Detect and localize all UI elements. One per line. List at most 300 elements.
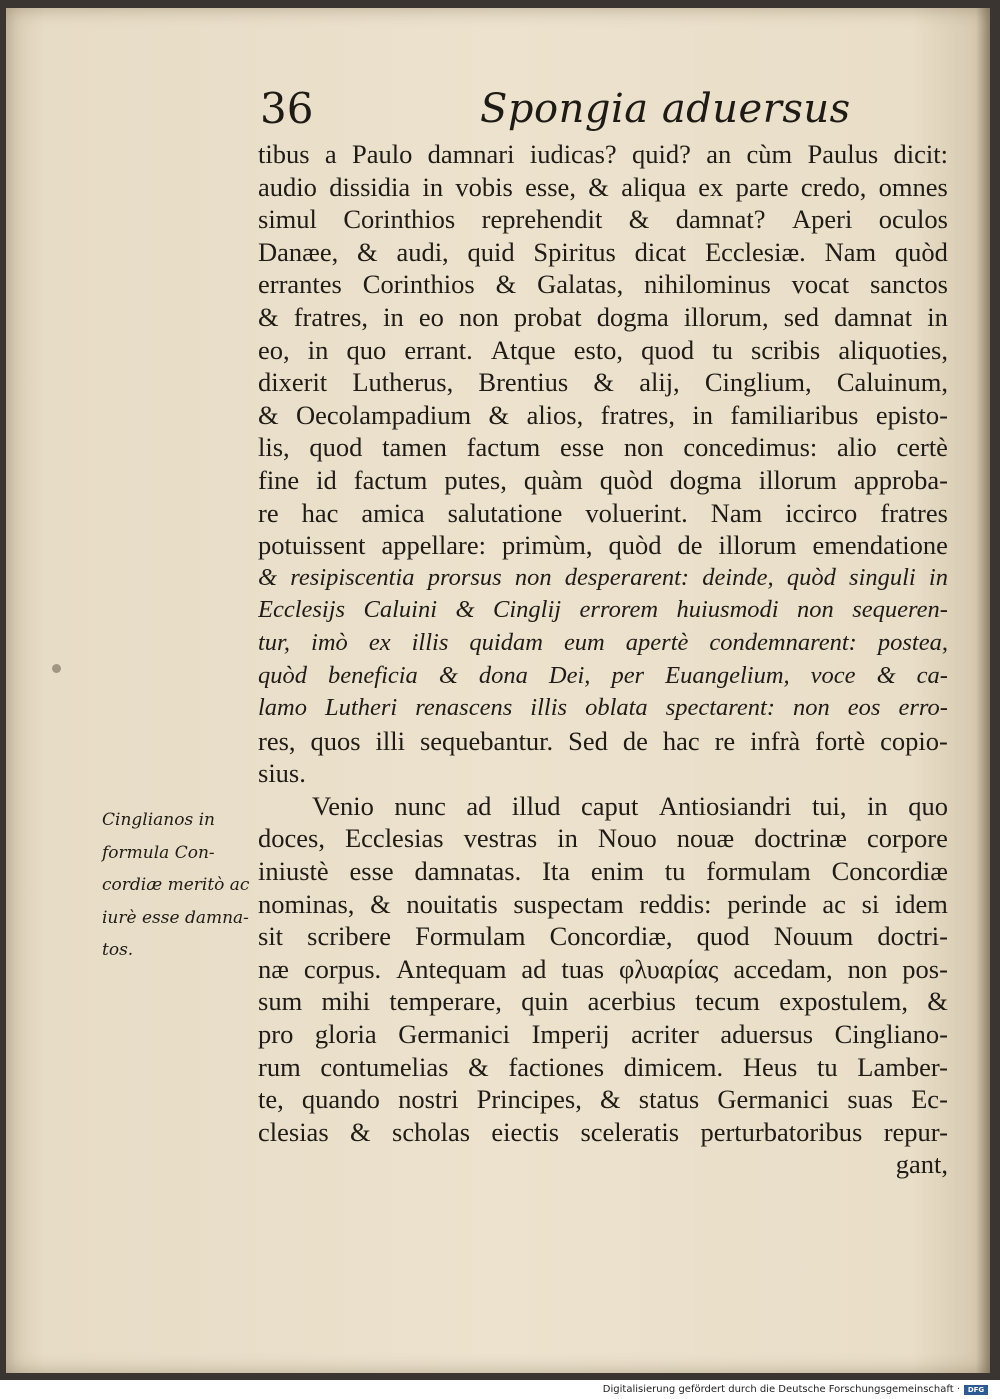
word: appellare: (381, 530, 486, 561)
word: nihilominus (644, 269, 771, 300)
word: nouæ (676, 823, 735, 854)
digitization-footer (603, 1384, 988, 1395)
word: & (495, 269, 517, 300)
word: sequebantur. (419, 725, 554, 756)
word: deinde, (702, 563, 774, 591)
marginal-note-line: formula Con- (102, 842, 215, 863)
word: illi (375, 725, 405, 756)
word: putes, (444, 464, 507, 495)
text-line (258, 366, 948, 399)
word: ex (368, 628, 391, 656)
word: hac (301, 497, 339, 528)
word: iccirco (785, 497, 858, 528)
word: illis (530, 694, 568, 722)
word: Nam (710, 497, 763, 528)
word: sius. (258, 758, 306, 789)
word: clesias (258, 1116, 329, 1147)
word: corpore (866, 823, 948, 854)
word: sum (258, 986, 303, 1017)
word: beneficia (328, 661, 418, 689)
word: voce (810, 661, 856, 689)
text-line (258, 953, 948, 986)
word: non (797, 596, 834, 624)
text-line-italic (258, 627, 948, 660)
word: mihi (321, 986, 371, 1017)
word: & (350, 1116, 371, 1147)
word: reprehendit (481, 204, 603, 235)
word: næ (258, 953, 289, 984)
word: apertè (625, 628, 689, 656)
word: Oecolampadium (296, 399, 472, 430)
word: spectarent: (665, 694, 776, 722)
word: hac (662, 725, 700, 756)
word: eum (563, 628, 605, 656)
word: an (706, 139, 732, 169)
word: quid (467, 236, 515, 267)
word: Brentius (478, 367, 569, 398)
word: Antiosiandri (658, 790, 792, 821)
word: quòd (786, 563, 836, 591)
word: aliquoties, (838, 334, 948, 365)
word: quin (521, 986, 569, 1017)
word: alios, (526, 399, 584, 430)
word: corpus. (303, 953, 382, 984)
word: Principes, (476, 1084, 582, 1115)
word: vobis (455, 171, 513, 202)
word: nominas, (258, 888, 355, 919)
word: tui, (811, 790, 847, 821)
word: in (692, 399, 713, 430)
word: φλυαρίας (619, 953, 719, 984)
word: id (316, 464, 337, 495)
marginal-note-line: Cinglianos in (102, 810, 215, 830)
word: Caluinum, (836, 367, 948, 398)
word: pos- (902, 953, 948, 984)
word: non (793, 694, 830, 722)
word: dicat (634, 236, 687, 267)
word: Concordiæ (831, 856, 948, 887)
word: gloria (314, 1019, 377, 1050)
word: Germanici (398, 1019, 511, 1050)
word: sed (783, 301, 820, 332)
word: nostri (398, 1084, 459, 1115)
text-line-italic (258, 594, 948, 627)
word: amica (361, 497, 425, 528)
text-line (258, 301, 948, 334)
word: omnes (878, 171, 948, 202)
text-line (258, 203, 948, 236)
word: quo (346, 334, 387, 365)
page-edge-shadow (976, 8, 990, 1373)
word: fine (258, 464, 300, 495)
text-line (258, 1051, 948, 1084)
word: primùm, (501, 530, 593, 561)
word: in (557, 823, 578, 854)
word: in (867, 790, 888, 821)
word: singuli (849, 563, 916, 591)
word: non (847, 953, 888, 984)
word: ad (466, 790, 492, 821)
word: Atque (490, 334, 556, 365)
word: Lutherus, (352, 367, 454, 398)
word: illud (511, 790, 561, 821)
word: factum (466, 432, 541, 463)
word: tu (712, 334, 733, 365)
word: Paulo (351, 139, 413, 169)
word: & (628, 204, 650, 235)
word: lis, (258, 432, 290, 463)
word: esse, (525, 171, 576, 202)
word: quid? (631, 139, 691, 169)
word: expostulem, (779, 986, 909, 1017)
word: iudicas? (529, 139, 617, 169)
running-head (250, 84, 950, 142)
text-line (258, 1116, 948, 1149)
word: & (357, 236, 378, 267)
word: alio (836, 432, 877, 463)
word: sceleratis (580, 1116, 680, 1147)
word: & (927, 986, 948, 1017)
marginal-note-line: tos. (102, 940, 134, 961)
word: oculos (878, 204, 948, 235)
word: de (677, 530, 703, 561)
word: postea, (877, 628, 948, 656)
word: te, (258, 1084, 284, 1115)
word: certè (896, 432, 948, 463)
word: quòd (258, 661, 307, 689)
text-line-italic (258, 660, 948, 693)
word: ad (521, 953, 547, 984)
word: desperarent: (564, 563, 690, 591)
word: infrà (750, 725, 801, 756)
word: errantes (258, 269, 342, 300)
word: cùm (746, 139, 793, 169)
word: Imperij (531, 1019, 610, 1050)
word: quòd (608, 530, 662, 561)
word: Heus (742, 1051, 798, 1082)
word: dicit: (893, 139, 948, 169)
word: & (600, 1084, 621, 1115)
word: Ecclesias (344, 823, 444, 854)
word: prorsus (427, 563, 502, 591)
word: reddis: (639, 888, 712, 919)
word: in (307, 334, 329, 365)
text-line (258, 138, 948, 171)
word: oblata (585, 694, 648, 722)
word: Galatas, (537, 269, 624, 300)
word: si (861, 888, 880, 919)
word: ca- (916, 661, 948, 689)
word: dogma (596, 301, 669, 332)
word: & (468, 1051, 489, 1082)
word: illorum (758, 464, 837, 495)
text-line-italic (258, 692, 948, 725)
word: Cinglium, (704, 367, 812, 398)
word: damnatas. (414, 856, 522, 887)
word: Formulam (415, 921, 526, 952)
word: concedimus: (683, 432, 818, 463)
word: audi, (396, 236, 449, 267)
word: familiaribus (730, 399, 859, 430)
word: condemnarent: (709, 628, 857, 656)
text-line (258, 985, 948, 1018)
word: sequeren- (852, 596, 948, 624)
word: aduersus (720, 1019, 814, 1050)
word: alij, (639, 367, 680, 398)
word: erro- (898, 694, 948, 722)
word: Nam (824, 236, 877, 267)
word: & (258, 301, 279, 332)
word: non (623, 432, 664, 463)
text-line (258, 399, 948, 432)
text-line (258, 1083, 948, 1116)
word: episto- (875, 399, 948, 430)
word: Paulus (807, 139, 879, 169)
word: Ec- (911, 1084, 948, 1115)
word: audio (258, 171, 317, 202)
text-line (258, 171, 948, 204)
word: tu (816, 1051, 838, 1082)
word: Nouo (597, 823, 657, 854)
word: scribis (751, 334, 821, 365)
word: Spiritus (533, 236, 616, 267)
word: Euangelium, (665, 661, 790, 689)
word: renascens (415, 694, 513, 722)
text-line (258, 1018, 948, 1051)
word: caput (581, 790, 639, 821)
text-line (258, 757, 948, 790)
word: dona (478, 661, 528, 689)
word: & (588, 171, 609, 202)
word: status (638, 1084, 700, 1115)
word: rum (258, 1051, 301, 1082)
word: Corinthios (343, 204, 456, 235)
word: approba- (853, 464, 948, 495)
word: voluerint. (585, 497, 688, 528)
word: eo (418, 301, 444, 332)
word: & (876, 661, 896, 689)
word: scholas (392, 1116, 471, 1147)
ink-smudge (52, 664, 61, 673)
word: & (455, 596, 475, 624)
word: resipiscentia (290, 563, 415, 591)
word: acerbius (587, 986, 676, 1017)
word: esto, (573, 334, 624, 365)
word: Venio (312, 790, 374, 821)
word: acriter (631, 1019, 699, 1050)
word: doces, (258, 823, 325, 854)
word: Danæe, (258, 236, 339, 267)
text-line (258, 920, 948, 953)
word: Ecclesijs (258, 596, 346, 624)
word: fratres, (600, 399, 675, 430)
word: Caluini (363, 596, 438, 624)
paragraph-start-line (258, 790, 948, 823)
word: credo, (800, 171, 867, 202)
word: fratres, (293, 301, 369, 332)
word: & (438, 661, 458, 689)
word: tecum (695, 986, 760, 1017)
word: aliqua (621, 171, 686, 202)
word: Ecclesiæ. (704, 236, 806, 267)
word: Lutheri (325, 694, 398, 722)
word: accedam, (733, 953, 833, 984)
word: quòd (894, 236, 948, 267)
word: ac (822, 888, 846, 919)
word: Concordiæ, (549, 921, 673, 952)
word: Ita (542, 856, 571, 887)
word: Aperi (791, 204, 853, 235)
word: imò (311, 628, 348, 656)
word: perturbatoribus (700, 1116, 863, 1147)
text-line (258, 855, 948, 888)
word: res, (258, 725, 296, 756)
word: temperare, (389, 986, 502, 1017)
text-line (258, 431, 948, 464)
word: probat (513, 301, 582, 332)
word: Sed (568, 725, 608, 756)
word: illorum (718, 530, 797, 561)
word: & (593, 367, 615, 398)
word: Cinglij (493, 596, 562, 624)
word: quo (908, 790, 948, 821)
word: dixerit (258, 367, 328, 398)
word: simul (258, 204, 317, 235)
word: enim (590, 856, 644, 887)
marginal-note-line: cordiæ meritò ac (102, 875, 250, 896)
text-line (258, 464, 948, 497)
word: suspectam (513, 888, 624, 919)
word: huiusmodi (676, 596, 779, 624)
word: dogma (669, 464, 742, 495)
word: iniustè (258, 856, 329, 887)
word: de (622, 725, 648, 756)
word: eos (847, 694, 881, 722)
footer-credit: Digitalisierung gefördert durch die Deutsche Forschungsgemeinschaft · (602, 1384, 960, 1395)
text-line (258, 268, 948, 301)
word: fratres (880, 497, 948, 528)
word: idem (894, 888, 948, 919)
word: tibus (258, 139, 310, 169)
word: Antequam (396, 953, 507, 984)
text-line (258, 497, 948, 530)
text-line (258, 725, 948, 758)
word: sanctos (869, 269, 948, 300)
catchword (258, 1148, 948, 1181)
word: in (928, 563, 948, 591)
word: Lamber- (857, 1051, 948, 1082)
word: eo, (258, 334, 290, 365)
text-line (258, 888, 948, 921)
word: quod (641, 334, 695, 365)
word: factum (353, 464, 428, 495)
word: re (258, 497, 279, 528)
word: esse (559, 432, 605, 463)
word: Dei, (548, 661, 591, 689)
word: quàm (523, 464, 583, 495)
word: illorum, (683, 301, 769, 332)
marginal-note-line: iurè esse damna- (102, 907, 249, 928)
word: repur- (883, 1116, 948, 1147)
word: tuas (561, 953, 605, 984)
word: nunc (394, 790, 446, 821)
word: tamen (382, 432, 447, 463)
word: factiones (508, 1051, 605, 1082)
word: tur, (258, 628, 291, 656)
word: Cingliano- (834, 1019, 948, 1050)
word: quod (309, 432, 363, 463)
word: potuissent (258, 530, 366, 561)
text-line (258, 529, 948, 562)
word: errant. (404, 334, 473, 365)
word: fortè (815, 725, 866, 756)
word: & (370, 888, 391, 919)
word: doctrinæ (754, 823, 847, 854)
word: lamo (258, 694, 307, 722)
word: illis (411, 628, 449, 656)
word: & (258, 563, 278, 591)
word: formulam (706, 856, 811, 887)
word: quòd (599, 464, 653, 495)
word: contumelias (320, 1051, 449, 1082)
dfg-logo: DFG (964, 1385, 988, 1395)
word: a (324, 139, 337, 169)
word: vocat (791, 269, 850, 300)
word: quod (696, 921, 750, 952)
word: nouitatis (406, 888, 498, 919)
text-line (258, 236, 948, 269)
main-text-block (258, 138, 948, 1181)
word: in (422, 171, 444, 202)
word: Nouum (773, 921, 854, 952)
word: parte (735, 171, 789, 202)
word: ex (698, 171, 724, 202)
text-line (258, 334, 948, 367)
word: copio- (880, 725, 948, 756)
word: non (459, 301, 499, 332)
word: non (514, 563, 552, 591)
word: re (714, 725, 736, 756)
word: quidam (469, 628, 543, 656)
running-head-title: Spongia aduersus (480, 86, 851, 132)
word: suas (847, 1084, 893, 1115)
word: esse (349, 856, 394, 887)
word: salutatione (447, 497, 563, 528)
word: vestras (463, 823, 538, 854)
word: gant, (895, 1149, 948, 1180)
word: damnat (834, 301, 913, 332)
word: in (927, 301, 948, 332)
word: quando (301, 1084, 380, 1115)
word: dimicem. (623, 1051, 724, 1082)
word: in (383, 301, 404, 332)
text-line-italic (258, 562, 948, 595)
word: sit (258, 921, 284, 952)
word: doctri- (877, 921, 948, 952)
word: & (488, 399, 510, 430)
word: damnat? (675, 204, 766, 235)
marginal-note (102, 804, 272, 967)
word: errorem (579, 596, 659, 624)
page-number: 36 (260, 84, 314, 133)
text-line (258, 822, 948, 855)
word: Corinthios (362, 269, 475, 300)
word: damnari (427, 139, 515, 169)
word: dissidia (329, 171, 411, 202)
word: quos (310, 725, 361, 756)
word: emendatione (812, 530, 948, 561)
word: scribere (307, 921, 392, 952)
